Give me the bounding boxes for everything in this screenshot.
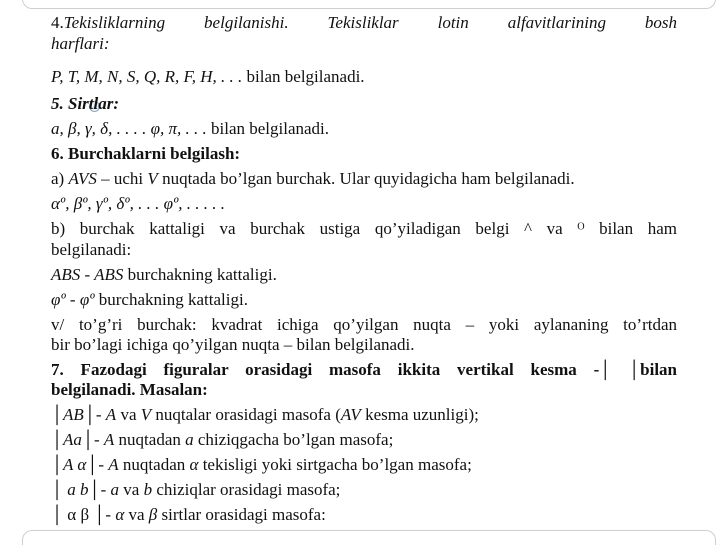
angle-symbols-line: αº, βº, γº, δº, . . . φº, . . . . . xyxy=(51,194,226,213)
text-seg: kesma uzunligi); xyxy=(360,405,479,424)
bar: │ xyxy=(51,430,64,449)
heading-masofa-text: 7. Fazodagi figuralar orasidagi masofa ikkita vertikal kesma - xyxy=(51,360,600,379)
line-11 xyxy=(51,265,677,285)
sym: α xyxy=(115,505,125,524)
sym: α xyxy=(189,455,199,474)
text-seg: sirtlar orasidagi masofa: xyxy=(157,505,326,524)
line-3 xyxy=(51,67,677,87)
angle-avs: AVS xyxy=(68,169,97,188)
line-20 xyxy=(51,480,677,500)
angle-phi: φº - φº xyxy=(51,290,95,309)
line-14: bir bo’lagi ichiga qo’yilgan nuqta – bilan belgilanadi. xyxy=(51,335,415,354)
heading-masofa-tail: bilan xyxy=(640,360,678,379)
line-7 xyxy=(51,169,677,189)
line-19 xyxy=(51,455,677,475)
line-21 xyxy=(51,505,677,525)
bar: │- xyxy=(81,430,104,449)
line-13: v/ to’g’ri burchak: kvadrat ichiga qo’yilgan nuqta – yoki aylananing to’rtdan xyxy=(51,315,677,334)
text-seg: – uchi xyxy=(96,169,148,188)
line-10: belgilanadi: xyxy=(51,240,132,259)
text-seg: nuqtadan xyxy=(118,455,190,474)
line-1 xyxy=(51,13,677,33)
line-5-tail: bilan belgilanadi. xyxy=(206,119,330,138)
text-seg: burchakning kattaligi. xyxy=(94,290,248,309)
sym: A xyxy=(108,455,119,474)
heading-sirtlar: 5. Sirtlar: xyxy=(51,94,120,113)
text-seg: nuqtada bo’lgan burchak. Ular quyidagicha ham belgilanadi. xyxy=(157,169,575,188)
line-12 xyxy=(51,290,677,310)
text-seg: va xyxy=(119,480,144,499)
point-v: V xyxy=(147,169,158,188)
bar: │- xyxy=(86,455,109,474)
text-seg: nuqtalar orasidagi masofa ( xyxy=(151,405,341,424)
line-5 xyxy=(51,119,677,139)
sym: β xyxy=(148,505,158,524)
text-seg: chiziqlar orasidagi masofa; xyxy=(152,480,341,499)
sym: A xyxy=(103,430,115,449)
bar: │ xyxy=(51,455,64,474)
surface-letters: a, β, γ, δ, . . . . φ, π, . . . xyxy=(51,119,207,138)
line-16: belgilanadi. Masalan: xyxy=(51,380,208,399)
text-seg: burchakning kattaligi. xyxy=(123,265,277,284)
line-3-tail: bilan belgilanadi. xyxy=(242,67,365,86)
sym: a b xyxy=(67,480,89,499)
sym: AB xyxy=(63,405,84,424)
slide-frame-top xyxy=(22,0,716,9)
bar: │ xyxy=(51,480,68,499)
text-seg: nuqtadan xyxy=(114,430,186,449)
angle-abs: ABS - ABS xyxy=(51,265,124,284)
line-17 xyxy=(51,405,677,425)
sym: A xyxy=(105,405,117,424)
section-number: 4. xyxy=(51,13,64,32)
text-seg: va xyxy=(116,405,141,424)
heading-masofa xyxy=(51,360,677,380)
sym: A α xyxy=(63,455,87,474)
bar: │ α β │- xyxy=(51,505,116,524)
bar: │- xyxy=(88,480,111,499)
text-seg: chiziqgacha bo’lgan masofa; xyxy=(193,430,394,449)
line-2: harflari: xyxy=(51,34,110,53)
slide-frame-bottom xyxy=(22,530,716,545)
line-9: b) burchak kattaligi va burchak ustiga qo’yiladigan belgi ^ va ᴼ bilan ham xyxy=(51,219,677,238)
heading-tekisliklar: Tekisliklarning belgilanishi. Tekisliklar lotin alfavitlarining bosh xyxy=(63,13,677,32)
bar: │ xyxy=(51,405,64,424)
heading-burchaklar: 6. Burchaklarni belgilash: xyxy=(51,144,241,163)
sym: a xyxy=(110,480,120,499)
text-seg: va xyxy=(124,505,149,524)
sym: Aa xyxy=(63,430,82,449)
line-18 xyxy=(51,430,677,450)
text-seg: tekisligi yoki sirtgacha bo’lgan masofa; xyxy=(198,455,472,474)
plane-letters: P, T, M, N, S, Q, R, F, H, . . . xyxy=(51,67,243,86)
vertical-bars-symbol: │ │ xyxy=(599,360,641,379)
item-a-label: a) xyxy=(51,169,69,188)
sym: V xyxy=(140,405,152,424)
sym: b xyxy=(143,480,153,499)
sym: AV xyxy=(340,405,361,424)
sym: a xyxy=(185,430,194,449)
bar: │- xyxy=(83,405,106,424)
